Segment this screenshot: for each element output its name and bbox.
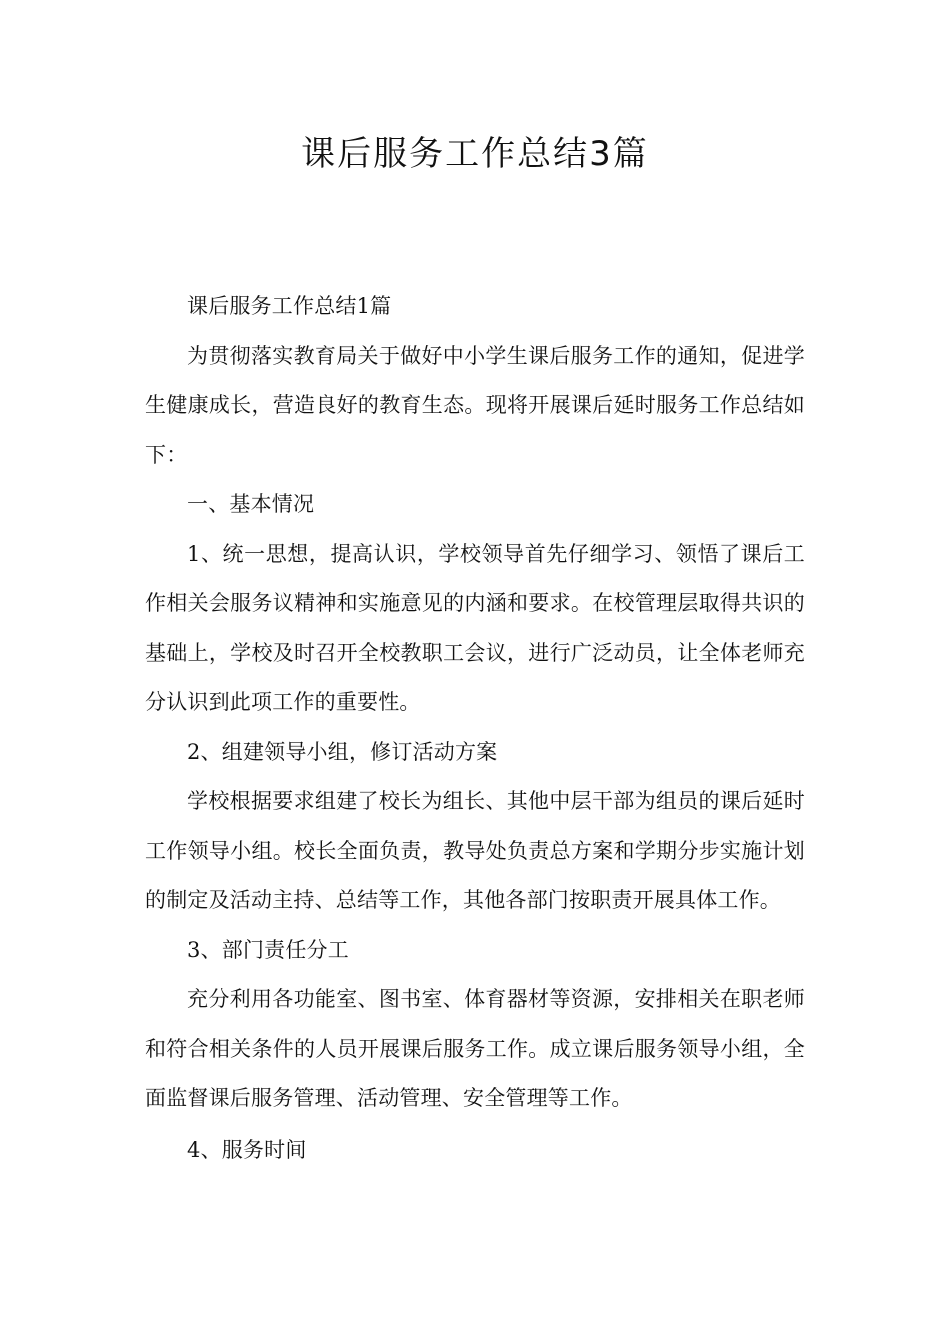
paragraph: 充分利用各功能室、图书室、体育器材等资源，安排相关在职老师和符合相关条件的人员开展课后服务工作。成立课后服务领导小组，全面监督课后服务管理、活动管理、安全管理等工作。 <box>145 987 805 1110</box>
section-heading: 一、基本情况 <box>187 492 315 516</box>
section-heading: 2、组建领导小组，修订活动方案 <box>187 739 498 764</box>
section-heading: 3、部门责任分工 <box>187 937 349 962</box>
document-title: 课后服务工作总结3篇 <box>301 134 649 174</box>
section-heading: 4、服务时间 <box>187 1137 307 1162</box>
paragraph: 为贯彻落实教育局关于做好中小学生课后服务工作的通知，促进学生健康成长，营造良好的教育生态。现将开展课后延时服务工作总结如下： <box>145 343 805 467</box>
document-body <box>145 282 805 1175</box>
paragraph: 1、统一思想，提高认识，学校领导首先仔细学习、领悟了课后工作相关会服务议精神和实施意见的内涵和要求。在校管理层取得共识的基础上，学校及时召开全校教职工会议，进行广泛动员，让全体老师充分认识到此项工作的重要性。 <box>145 541 805 714</box>
section-heading: 课后服务工作总结1篇 <box>187 294 392 318</box>
paragraph: 学校根据要求组建了校长为组长、其他中层干部为组员的课后延时工作领导小组。校长全面负责，教导处负责总方案和学期分步实施计划的制定及活动主持、总结等工作，其他各部门按职责开展具体工作。 <box>145 789 805 912</box>
